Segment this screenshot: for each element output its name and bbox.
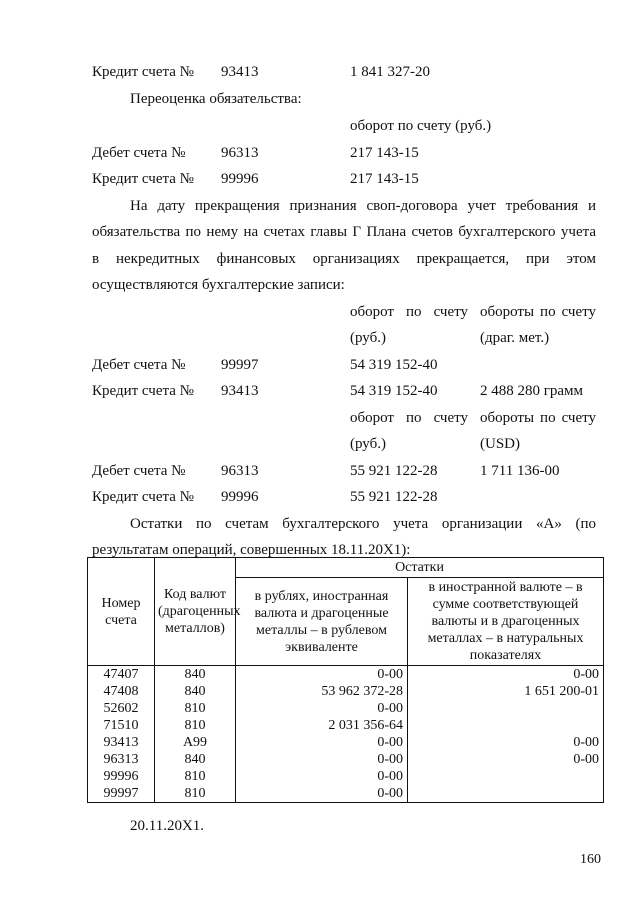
paragraph1-line2: обязательства по нему на счетах главы Г Плана счетов бухгалтерского учета [92, 224, 596, 240]
header-account-number: Номер счета [88, 558, 155, 666]
table-row [88, 785, 604, 803]
table-row [88, 751, 604, 768]
cell-foreign-balance [408, 717, 604, 734]
table-row [88, 768, 604, 785]
revaluation-heading: Переоценка обязательства: [130, 91, 302, 107]
block1-debit-amount: 54 319 152-40 [350, 357, 438, 373]
cell-account: 96313 [88, 751, 155, 768]
paragraph1-line3: в некредитных финансовых организациях прекращается, при этом [92, 251, 596, 267]
cell-account: 47407 [88, 666, 155, 684]
turnover-header: оборот по счету (руб.) [350, 118, 492, 134]
debit2-label: Дебет счета № [92, 145, 186, 161]
block2-col2-header-a: обороты по счету [480, 410, 596, 426]
balances-table [87, 557, 604, 803]
cell-account: 47408 [88, 683, 155, 700]
cell-foreign-balance: 0-00 [408, 666, 604, 684]
block2-col1-header-a: оборот по счету [350, 410, 468, 426]
table-row [88, 683, 604, 700]
cell-rub-balance: 0-00 [236, 700, 408, 717]
table-body [88, 666, 604, 803]
cell-currency-code: A99 [155, 734, 236, 751]
cell-rub-balance: 0-00 [236, 666, 408, 684]
block1-credit-label: Кредит счета № [92, 383, 194, 399]
block2-col1-header-b: (руб.) [350, 436, 386, 452]
cell-currency-code: 810 [155, 700, 236, 717]
header-balances: Остатки [236, 558, 604, 578]
cell-account: 52602 [88, 700, 155, 717]
cell-account: 99997 [88, 785, 155, 803]
block1-credit-amount2: 2 488 280 грамм [480, 383, 584, 399]
cell-account: 93413 [88, 734, 155, 751]
cell-foreign-balance [408, 768, 604, 785]
credit2-amount: 217 143-15 [350, 171, 419, 187]
credit2-label: Кредит счета № [92, 171, 194, 187]
block2-debit-amount: 55 921 122-28 [350, 463, 438, 479]
block2-credit-account: 99996 [221, 489, 259, 505]
cell-rub-balance: 0-00 [236, 768, 408, 785]
header-foreign-balance: в иностранной валюте – в сумме соответствующей валюты и в драгоценных металлах – в натуральных показателях [408, 578, 604, 666]
block1-col1-header-a: оборот по счету [350, 304, 468, 320]
cell-currency-code: 810 [155, 785, 236, 803]
block1-debit-label: Дебет счета № [92, 357, 186, 373]
credit1-account: 93413 [221, 64, 259, 80]
debit2-account: 96313 [221, 145, 259, 161]
block2-debit-amount2: 1 711 136-00 [480, 463, 560, 479]
block1-debit-account: 99997 [221, 357, 259, 373]
credit1-label: Кредит счета № [92, 64, 194, 80]
paragraph1-line1: На дату прекращения признания своп-договора учет требования и [130, 198, 596, 214]
cell-currency-code: 810 [155, 717, 236, 734]
date-line: 20.11.20Х1. [130, 818, 205, 834]
cell-foreign-balance [408, 700, 604, 717]
paragraph2-line1: Остатки по счетам бухгалтерского учета организации «А» (по [130, 516, 596, 532]
cell-account: 99996 [88, 768, 155, 785]
cell-currency-code: 840 [155, 751, 236, 768]
table-row [88, 717, 604, 734]
header-rub-balance: в рублях, иностранная валюта и драгоценные металлы – в рублевом эквиваленте [236, 578, 408, 666]
block2-col2-header-b: (USD) [480, 436, 520, 452]
cell-currency-code: 840 [155, 666, 236, 684]
credit1-amount: 1 841 327-20 [350, 64, 430, 80]
paragraph2-line2: результатам операций, совершенных 18.11.20Х1): [92, 542, 411, 558]
table-row [88, 700, 604, 717]
cell-foreign-balance: 1 651 200-01 [408, 683, 604, 700]
block1-col1-header-b: (руб.) [350, 330, 386, 346]
cell-rub-balance: 0-00 [236, 785, 408, 803]
cell-currency-code: 810 [155, 768, 236, 785]
block2-credit-label: Кредит счета № [92, 489, 194, 505]
block2-debit-label: Дебет счета № [92, 463, 186, 479]
credit2-account: 99996 [221, 171, 259, 187]
block1-col2-header-b: (драг. мет.) [480, 330, 550, 346]
paragraph1-line4: осуществляются бухгалтерские записи: [92, 277, 345, 293]
cell-rub-balance: 53 962 372-28 [236, 683, 408, 700]
block1-credit-amount: 54 319 152-40 [350, 383, 438, 399]
cell-account: 71510 [88, 717, 155, 734]
table-row [88, 734, 604, 751]
cell-foreign-balance: 0-00 [408, 734, 604, 751]
debit2-amount: 217 143-15 [350, 145, 419, 161]
cell-currency-code: 840 [155, 683, 236, 700]
header-currency-code: Код валют (драгоценных металлов) [155, 558, 236, 666]
block2-credit-amount: 55 921 122-28 [350, 489, 438, 505]
cell-rub-balance: 2 031 356-64 [236, 717, 408, 734]
block1-credit-account: 93413 [221, 383, 259, 399]
cell-foreign-balance: 0-00 [408, 751, 604, 768]
page-number: 160 [580, 852, 601, 867]
table-row [88, 666, 604, 684]
cell-rub-balance: 0-00 [236, 734, 408, 751]
block2-debit-account: 96313 [221, 463, 259, 479]
cell-rub-balance: 0-00 [236, 751, 408, 768]
cell-foreign-balance [408, 785, 604, 803]
block1-col2-header-a: обороты по счету [480, 304, 596, 320]
